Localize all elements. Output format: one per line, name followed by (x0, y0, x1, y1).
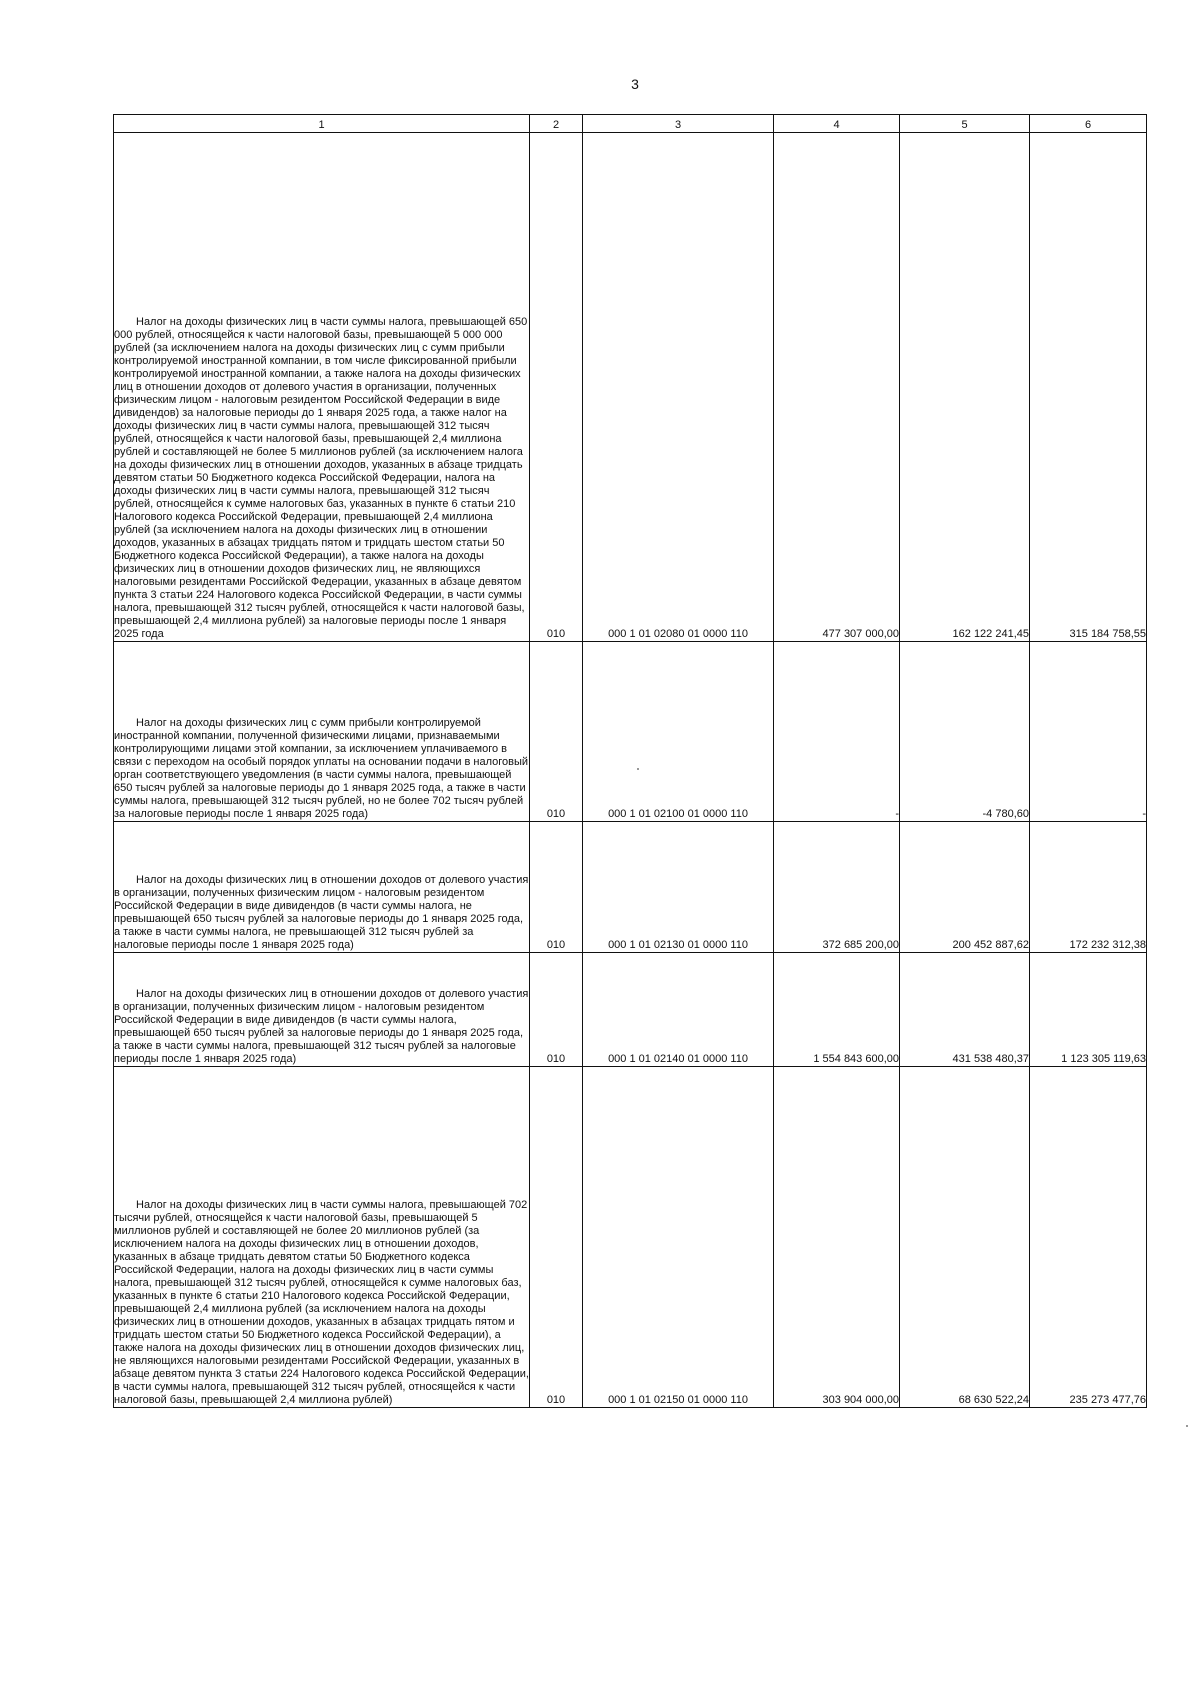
line-code: 010 (530, 953, 583, 1067)
executed-amount: 431 538 480,37 (900, 953, 1030, 1067)
line-code: 010 (530, 822, 583, 953)
row-description: Налог на доходы физических лиц в части суммы налога, превышающей 650 000 рублей, относящейся к части налоговой базы, превышающей 5 000 000 рублей (за исключением налога на доходы физических лиц с сумм прибыли контролируемой иностранной компании, в том числе фиксированной прибыли контролируемой иностранной компании, а также налога на доходы физических лиц в отношении доходов от долевого участия в организации, полученных физическим лицом - налоговым резидентом Российской Федерации в виде дивидендов) за налоговые периоды до 1 января 2025 года, а также налог на доходы физических лиц в части суммы налога, превышающей 312 тысяч рублей, относящейся к части налоговой базы, превышающей 2,4 миллиона рублей и составляющей не более 5 миллионов рублей (за исключением налога на доходы физических лиц в отношении доходов, указанных в абзаце тридцать девятом статьи 50 Бюджетного кодекса Российской Федерации, налога на доходы физических лиц в части суммы налога, превышающей 312 тысяч рублей, относящейся к сумме налоговых баз, указанных в пункте 6 статьи 210 Налогового кодекса Российской Федерации, превышающей 2,4 миллиона рублей (за исключением налога на доходы физических лиц в отношении доходов, указанных в абзацах тридцать пятом и тридцать шестом статьи 50 Бюджетного кодекса Российской Федерации), а также налога на доходы физических лиц в отношении доходов физических лиц, не являющихся налоговыми резидентами Российской Федерации, указанных в абзаце девятом пункта 3 статьи 224 Налогового кодекса Российской Федерации, в части суммы налога, превышающей 312 тысяч рублей, относящейся к части налоговой базы, превышающей 2,4 миллиона рублей) за налоговые периоды после 1 января 2025 года (114, 133, 530, 642)
row-description: Налог на доходы физических лиц в части суммы налога, превышающей 702 тысячи рублей, относящейся к части налоговой базы, превышающей 5 миллионов рублей и составляющей не более 20 миллионов рублей (за исключением налога на доходы физических лиц в отношении доходов, указанных в абзаце тридцать девятом статьи 50 Бюджетного кодекса Российской Федерации, налога на доходы физических лиц в части суммы налога, превышающей 312 тысяч рублей, относящейся к сумме налоговых баз, указанных в пункте 6 статьи 210 Налогового кодекса Российской Федерации, превышающей 2,4 миллиона рублей (за исключением налога на доходы физических лиц в отношении доходов, указанных в абзацах тридцать пятом и тридцать шестом статьи 50 Бюджетного кодекса Российской Федерации), а также налога на доходы физических лиц в отношении доходов физических лиц, не являющихся налоговыми резидентами Российской Федерации, указанных в абзаце девятом пункта 3 статьи 224 Налогового кодекса Российской Федерации, в части суммы налога, превышающей 312 тысяч рублей, относящейся к части налоговой базы, превышающей 2,4 миллиона рублей) (114, 1067, 530, 1408)
budget-classification-code: 000 1 01 02150 01 0000 110 (583, 1067, 774, 1408)
scan-speck (637, 768, 639, 770)
column-header-4: 4 (774, 115, 900, 133)
table-row (114, 953, 1147, 1067)
approved-amount: - (774, 642, 900, 822)
approved-amount: 372 685 200,00 (774, 822, 900, 953)
budget-classification-code: 000 1 01 02080 01 0000 110 (583, 133, 774, 642)
approved-amount: 1 554 843 600,00 (774, 953, 900, 1067)
unexecuted-amount: 315 184 758,55 (1030, 133, 1147, 642)
column-header-5: 5 (900, 115, 1030, 133)
scan-speck (1186, 1425, 1188, 1427)
table-row (114, 133, 1147, 642)
column-header-3: 3 (583, 115, 774, 133)
row-description: Налог на доходы физических лиц с сумм прибыли контролируемой иностранной компании, полученной физическими лицами, признаваемыми контролирующими лицами этой компании, за исключением уплачиваемого в связи с переходом на особый порядок уплаты на основании подачи в налоговый орган соответствующего уведомления (в части суммы налога, превышающей 650 тысяч рублей за налоговые периоды до 1 января 2025 года, а также в части суммы налога, превышающей 312 тысяч рублей, но не более 702 тысяч рублей за налоговые периоды после 1 января 2025 года) (114, 642, 530, 822)
budget-classification-code: 000 1 01 02140 01 0000 110 (583, 953, 774, 1067)
row-description: Налог на доходы физических лиц в отношении доходов от долевого участия в организации, полученных физическим лицом - налоговым резидентом Российской Федерации в виде дивидендов (в части суммы налога, превышающей 650 тысяч рублей за налоговые периоды до 1 января 2025 года, а также в части суммы налога, превышающей 312 тысяч рублей за налоговые периоды после 1 января 2025 года) (114, 953, 530, 1067)
executed-amount: -4 780,60 (900, 642, 1030, 822)
row-description: Налог на доходы физических лиц в отношении доходов от долевого участия в организации, полученных физическим лицом - налоговым резидентом Российской Федерации в виде дивидендов (в части суммы налога, не превышающей 650 тысяч рублей за налоговые периоды до 1 января 2025 года, а также в части суммы налога, не превышающей 312 тысяч рублей за налоговые периоды после 1 января 2025 года) (114, 822, 530, 953)
page-number: 3 (631, 76, 639, 92)
unexecuted-amount: 172 232 312,38 (1030, 822, 1147, 953)
table-row (114, 1067, 1147, 1408)
table-row (114, 822, 1147, 953)
executed-amount: 68 630 522,24 (900, 1067, 1030, 1408)
budget-classification-code: 000 1 01 02130 01 0000 110 (583, 822, 774, 953)
column-header-2: 2 (530, 115, 583, 133)
unexecuted-amount: 235 273 477,76 (1030, 1067, 1147, 1408)
column-header-1: 1 (114, 115, 530, 133)
column-header-6: 6 (1030, 115, 1147, 133)
unexecuted-amount: - (1030, 642, 1147, 822)
line-code: 010 (530, 133, 583, 642)
unexecuted-amount: 1 123 305 119,63 (1030, 953, 1147, 1067)
executed-amount: 162 122 241,45 (900, 133, 1030, 642)
column-number-header (114, 115, 1147, 133)
line-code: 010 (530, 1067, 583, 1408)
executed-amount: 200 452 887,62 (900, 822, 1030, 953)
budget-classification-code: 000 1 01 02100 01 0000 110 (583, 642, 774, 822)
approved-amount: 303 904 000,00 (774, 1067, 900, 1408)
approved-amount: 477 307 000,00 (774, 133, 900, 642)
table-row (114, 642, 1147, 822)
income-report-table (113, 114, 1147, 1408)
line-code: 010 (530, 642, 583, 822)
